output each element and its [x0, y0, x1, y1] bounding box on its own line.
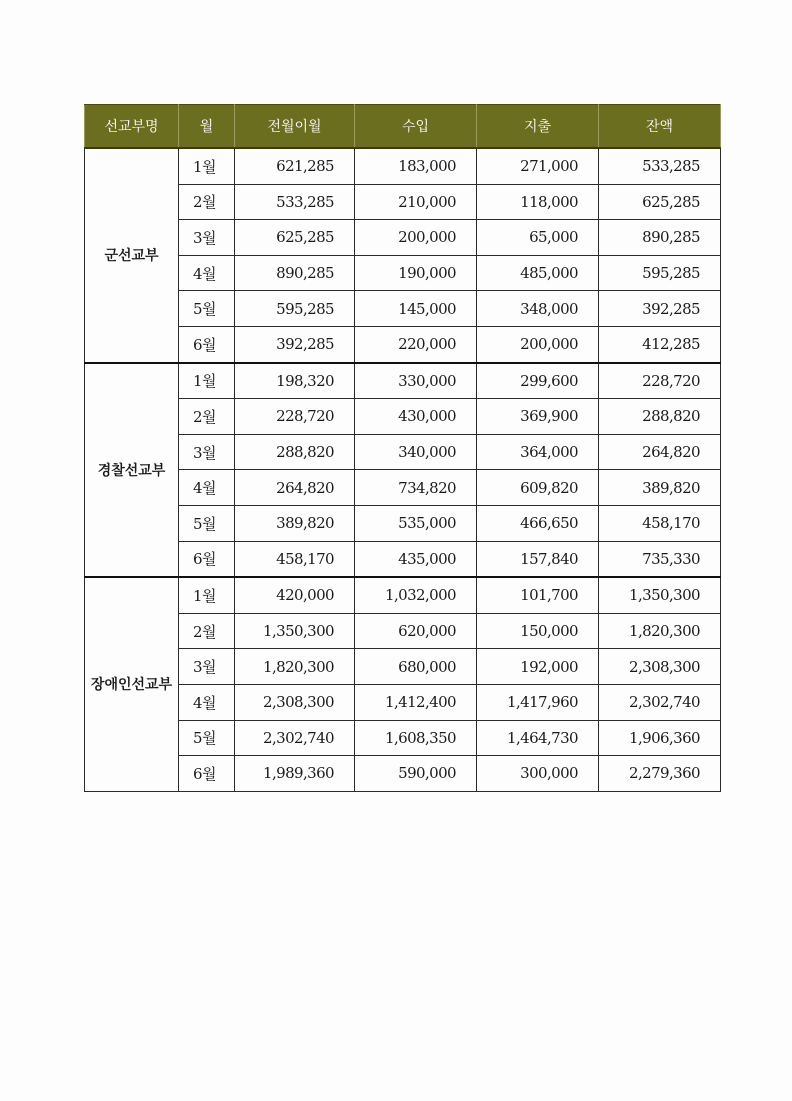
table-row [85, 505, 721, 541]
balance-cell: 735,330 [599, 541, 721, 577]
expense-cell: 271,000 [477, 148, 599, 184]
income-cell: 1,412,400 [355, 684, 477, 720]
carryover-cell: 198,320 [235, 363, 355, 399]
table-row [85, 399, 721, 435]
carryover-cell: 288,820 [235, 434, 355, 470]
carryover-cell: 458,170 [235, 541, 355, 577]
dept-name-cell: 군선교부 [85, 148, 179, 363]
income-cell: 680,000 [355, 649, 477, 685]
table-row [85, 255, 721, 291]
month-cell: 5월 [179, 291, 235, 327]
balance-cell: 1,350,300 [599, 577, 721, 613]
table-row [85, 363, 721, 399]
income-cell: 210,000 [355, 184, 477, 220]
balance-cell: 625,285 [599, 184, 721, 220]
balance-cell: 288,820 [599, 399, 721, 435]
carryover-cell: 389,820 [235, 505, 355, 541]
month-cell: 6월 [179, 541, 235, 577]
carryover-cell: 621,285 [235, 148, 355, 184]
balance-cell: 389,820 [599, 470, 721, 506]
income-cell: 620,000 [355, 613, 477, 649]
balance-cell: 533,285 [599, 148, 721, 184]
carryover-cell: 625,285 [235, 220, 355, 256]
balance-cell: 595,285 [599, 255, 721, 291]
balance-cell: 2,302,740 [599, 684, 721, 720]
month-cell: 4월 [179, 470, 235, 506]
income-cell: 200,000 [355, 220, 477, 256]
table-row [85, 720, 721, 756]
header-row [85, 105, 721, 149]
income-cell: 220,000 [355, 326, 477, 362]
table-row [85, 220, 721, 256]
table-row [85, 541, 721, 577]
month-cell: 1월 [179, 577, 235, 613]
income-cell: 330,000 [355, 363, 477, 399]
header-balance: 잔액 [599, 105, 721, 149]
dept-name-cell: 장애인선교부 [85, 577, 179, 791]
income-cell: 145,000 [355, 291, 477, 327]
expense-cell: 485,000 [477, 255, 599, 291]
expense-cell: 300,000 [477, 756, 599, 792]
expense-cell: 364,000 [477, 434, 599, 470]
carryover-cell: 392,285 [235, 326, 355, 362]
carryover-cell: 595,285 [235, 291, 355, 327]
expense-cell: 157,840 [477, 541, 599, 577]
table-row [85, 684, 721, 720]
balance-cell: 2,279,360 [599, 756, 721, 792]
month-cell: 3월 [179, 649, 235, 685]
carryover-cell: 1,989,360 [235, 756, 355, 792]
carryover-cell: 2,302,740 [235, 720, 355, 756]
income-cell: 590,000 [355, 756, 477, 792]
income-cell: 190,000 [355, 255, 477, 291]
month-cell: 2월 [179, 184, 235, 220]
income-cell: 430,000 [355, 399, 477, 435]
month-cell: 3월 [179, 434, 235, 470]
month-cell: 6월 [179, 756, 235, 792]
income-cell: 535,000 [355, 505, 477, 541]
month-cell: 5월 [179, 720, 235, 756]
expense-cell: 348,000 [477, 291, 599, 327]
month-cell: 5월 [179, 505, 235, 541]
header-dept: 선교부명 [85, 105, 179, 149]
header-income: 수입 [355, 105, 477, 149]
carryover-cell: 1,350,300 [235, 613, 355, 649]
month-cell: 2월 [179, 399, 235, 435]
table-row [85, 613, 721, 649]
month-cell: 2월 [179, 613, 235, 649]
expense-cell: 1,464,730 [477, 720, 599, 756]
carryover-cell: 420,000 [235, 577, 355, 613]
table-row [85, 326, 721, 362]
balance-cell: 412,285 [599, 326, 721, 362]
table-row [85, 291, 721, 327]
carryover-cell: 228,720 [235, 399, 355, 435]
expense-cell: 369,900 [477, 399, 599, 435]
balance-cell: 392,285 [599, 291, 721, 327]
carryover-cell: 1,820,300 [235, 649, 355, 685]
balance-cell: 458,170 [599, 505, 721, 541]
header-month: 월 [179, 105, 235, 149]
balance-cell: 890,285 [599, 220, 721, 256]
expense-cell: 65,000 [477, 220, 599, 256]
table-row [85, 577, 721, 613]
dept-name-cell: 경찰선교부 [85, 363, 179, 578]
expense-cell: 118,000 [477, 184, 599, 220]
expense-cell: 1,417,960 [477, 684, 599, 720]
table-row [85, 756, 721, 792]
month-cell: 1월 [179, 363, 235, 399]
carryover-cell: 264,820 [235, 470, 355, 506]
expense-cell: 609,820 [477, 470, 599, 506]
header-carryover: 전월이월 [235, 105, 355, 149]
expense-cell: 466,650 [477, 505, 599, 541]
expense-cell: 299,600 [477, 363, 599, 399]
table-row [85, 148, 721, 184]
income-cell: 340,000 [355, 434, 477, 470]
month-cell: 3월 [179, 220, 235, 256]
income-cell: 183,000 [355, 148, 477, 184]
carryover-cell: 2,308,300 [235, 684, 355, 720]
expense-cell: 192,000 [477, 649, 599, 685]
table-row [85, 184, 721, 220]
header-expense: 지출 [477, 105, 599, 149]
month-cell: 1월 [179, 148, 235, 184]
income-cell: 1,608,350 [355, 720, 477, 756]
expense-cell: 150,000 [477, 613, 599, 649]
table-body [85, 148, 721, 791]
income-cell: 1,032,000 [355, 577, 477, 613]
table-row [85, 649, 721, 685]
table-row [85, 434, 721, 470]
balance-cell: 2,308,300 [599, 649, 721, 685]
table-row [85, 470, 721, 506]
income-cell: 435,000 [355, 541, 477, 577]
carryover-cell: 890,285 [235, 255, 355, 291]
balance-cell: 228,720 [599, 363, 721, 399]
carryover-cell: 533,285 [235, 184, 355, 220]
balance-cell: 264,820 [599, 434, 721, 470]
month-cell: 4월 [179, 684, 235, 720]
income-cell: 734,820 [355, 470, 477, 506]
balance-cell: 1,820,300 [599, 613, 721, 649]
balance-cell: 1,906,360 [599, 720, 721, 756]
finance-report-table [84, 104, 721, 792]
expense-cell: 200,000 [477, 326, 599, 362]
month-cell: 4월 [179, 255, 235, 291]
expense-cell: 101,700 [477, 577, 599, 613]
month-cell: 6월 [179, 326, 235, 362]
